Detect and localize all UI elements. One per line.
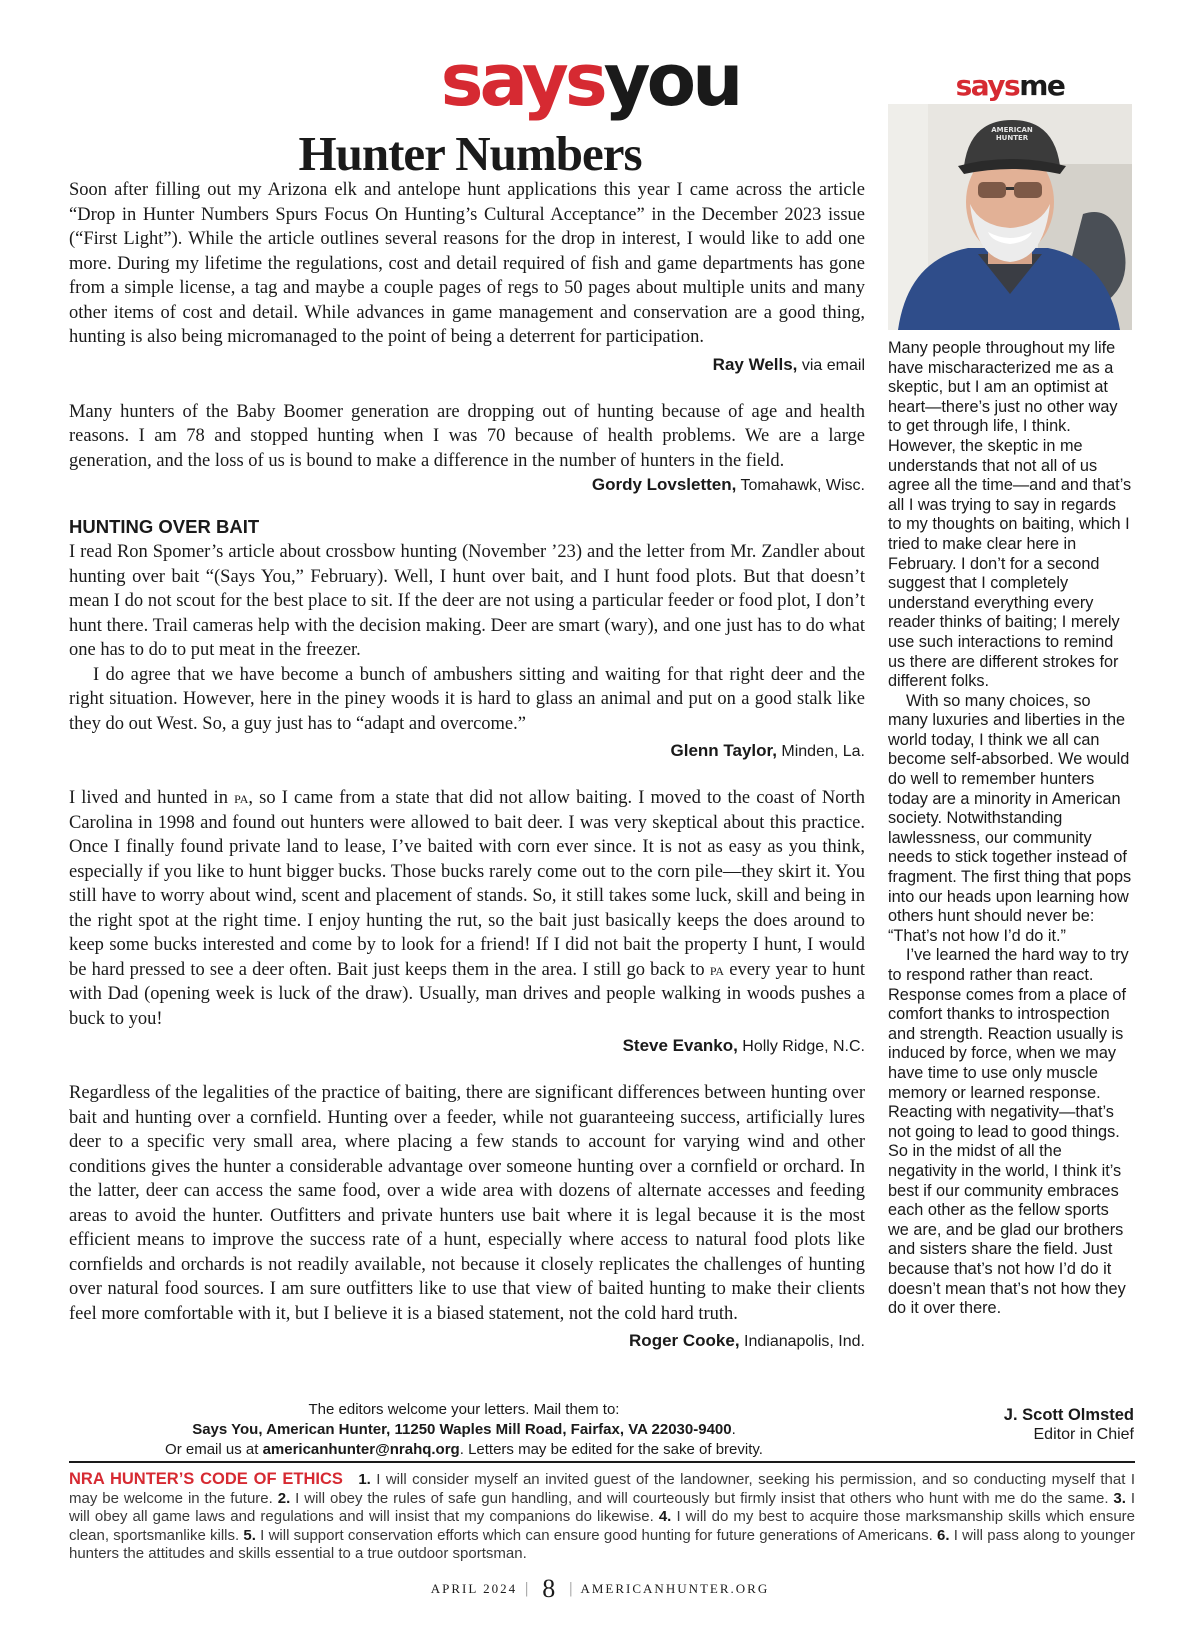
letter-text: I lived and hunted in pa, so I came from a state that did not allow baiting. I moved to the coast of North Carolina in 1998 and found out hunters were allowed to bait deer. I was very skeptical about this practice. Once I finally found private land to lease, I’ve baited with corn ever since. It is not as easy as you think, especially if you like to hunt bigger bucks. Those bucks rarely come out to the corn pile—they skirt it. You still have to worry about wind, scent and placement of stands. So, it still takes some luck, skill and being in the right spot at the right time. I enjoy hunting the rut, so the bait just basically keeps the does around to keep some bucks interested and come by to look for a friend! If I did not bait the property I hunt, I would be hard pressed to see a deer often. Bait just keeps them in the area. I still go back to pa every year to hunt with Dad (opening week is luck of the draw). Usually, man drives and people walking in woods pushes a buck to you! <box>69 788 865 1029</box>
author-location: Minden, La. <box>781 743 865 760</box>
section-heading: HUNTING OVER BAIT <box>69 516 260 537</box>
letter-text: Regardless of the legalities of the practice of baiting, there are significant differences between hunting over bait and hunting over a cornfield. Hunting over a feeder, while not guaranteeing success, artificially lures deer to a specific very small area, where placing a few stands to account for varying wind and other conditions gives the hunter a considerable advantage over someone hunting over a cornfield or orchard. In the latter, deer can access the same food, over a wide area with dozens of alternate accesses and feeding areas to avoid the hunter. Outfitters and private hunters use bait where it is legal because it is the most efficient means to improve the success rate of a hunt, especially where access to natural food plots like cornfields and orchards is not readily available, not because it closely replicates the challenges of hunting over natural food sources. I am sure outfitters like to use that view of baited hunting to make their clients feel more comfortable with it, but I believe it is a biased statement, not the cold hard truth. <box>69 1083 865 1324</box>
ethics-item: I will consider myself an invited guest of the landowner, seeking his permission, and so conducting myself that I may be welcome in the future. <box>69 1471 1135 1507</box>
divider <box>69 1461 1135 1463</box>
logo-says: says <box>440 38 604 122</box>
author-location: via email <box>801 356 865 374</box>
editor-paragraph: Many people throughout my life have mischaracterized me as a skeptic, but I am an optimist at heart—there’s just no other way to get through life, I think. However, the skeptic in me understands that not all of us agree all the time—and and that’s all I was trying to say in regards to my thoughts on baiting, which I tried to make clear here in February. I don’t for a second suggest that I completely understand everything every reader thinks of baiting; I merely use such interactions to remind us there are different strokes for different folks. <box>888 339 1132 691</box>
says-me-logo: saysme <box>955 69 1065 102</box>
editor-paragraph: With so many choices, so many luxuries and liberties in the world today, I think we all can become self-absorbed. We would do well to remember hunters today are a minority in American society. Notwithstanding lawlessness, our community needs to stick together instead of fragment. The first thing that pops into our heads upon learning how others hunt should never be: “That’s not how I’d do it.” <box>888 691 1132 945</box>
editor-name: J. Scott Olmsted <box>1003 1406 1134 1424</box>
author-name: Ray Wells, <box>712 354 798 374</box>
letter-text: I read Ron Spomer’s article about crossbow hunting (November ’23) and the letter from Mr. Zandler about hunting over bait “(Says You,” February). Well, I hunt over bait, and I hunt food plots. But that doesn’t mean I do not scout for the best place to sit. If the deer are not using a particular feeder or food plot, I don’t hunt there. Trail cameras help with the decision making. Deer are smart (wary), and one just has to do what one has to do to put meat in the freezer. <box>69 542 865 660</box>
letter-text: Soon after filling out my Arizona elk and antelope hunt applications this year I came across the article “Drop in Hunter Numbers Spurs Focus On Hunting’s Cultural Acceptance” in the December 2023 issue (“First Light”). While the article outlines several reasons for the drop in interest, I would like to add one more. During my lifetime the regulations, cost and detail required of fish and game departments has gone from a simple license, a tag and maybe a couple pages of regs to 50 pages about multiple units and many other items of cost and detail. While advances in game management and conservation are a good thing, hunting is also being micromanaged to the point of being a deterrent for participation. <box>69 180 865 347</box>
editor-paragraph: I’ve learned the hard way to try to respond rather than react. Response comes from a place of comfort thanks to introspection and strength. Reaction usually is induced by force, when we may have time to use only muscle memory or learned response. Reacting with negativity—that’s not going to lead to good things. So in the midst of all the negativity in the world, I think it’s best if our community embraces each other as the fellow sports we are, and be glad our brothers and sisters share the field. Just because that’s not how I’d do it doesn’t mean that’s not how they do it over there. <box>888 946 1129 1318</box>
ethics-item: I will pass along to younger hunters the attitudes and skills essential to a true outdoor sportsman. <box>69 1526 1136 1562</box>
letter-signature <box>69 1329 865 1354</box>
page-title: Hunter Numbers <box>298 126 642 181</box>
author-name: Roger Cooke, <box>629 1331 740 1350</box>
editor-signature <box>888 1405 1134 1445</box>
mailing-address: Says You, American Hunter, 11250 Waples Mill Road, Fairfax, VA 22030-9400 <box>192 1421 732 1438</box>
code-of-ethics: NRA HUNTER’S CODE OF ETHICS 1. I will consider myself an invited guest of the landowner, seeking his permission, and so conducting myself that I may be welcome in the future. 2. I will obey the rules of safe gun handling, and will courteously but firmly insist that others who hunt with me do the same. 3. I will obey all game laws and regulations and will insist that my companions do likewise. 4. I will do my best to acquire those marksmanship skills which ensure clean, sportsmanlike kills. 5. I will support conservation efforts which can ensure good hunting for future generations of Americans. 6. I will pass along to younger hunters the attitudes and skills essential to a true outdoor sportsman. <box>69 1470 1136 1562</box>
letters-column <box>69 178 865 1354</box>
letter-signature <box>69 353 865 378</box>
submission-note: The editors welcome your letters. Mail them to: Says You, American Hunter, 11250 Waples Mill Road, Fairfax, VA 22030-9400. Or email us at americanhunter@nrahq.org. Letters may be edited for the sake of brevity. <box>165 1401 763 1458</box>
website: AMERICANHUNTER.ORG <box>580 1581 770 1596</box>
page-footer: APRIL 2024 | 8 | AMERICANHUNTER.ORG <box>430 1574 770 1603</box>
letter-signature <box>69 739 865 764</box>
ethics-heading: NRA HUNTER’S CODE OF ETHICS <box>69 1470 343 1488</box>
editor-portrait-photo <box>888 104 1132 330</box>
editor-title: Editor in Chief <box>1033 1426 1134 1443</box>
ethics-item: I will obey the rules of safe gun handling, and will courteously but firmly insist that others who hunt with me do the same. <box>295 1489 1109 1507</box>
logo-you: you <box>603 38 740 122</box>
letter-text: Many hunters of the Baby Boomer generation are dropping out of hunting because of age and health reasons. I am 78 and stopped hunting when I was 70 because of health problems. We are a large generation, and the loss of us is bound to make a difference in the number of hunters in the field. <box>69 401 865 471</box>
author-location: Holly Ridge, N.C. <box>742 1038 865 1055</box>
cap-logo-text: AMERICAN HUNTER <box>991 126 1033 142</box>
author-name: Gordy Lovsletten, <box>591 475 737 494</box>
author-location: Indianapolis, Ind. <box>744 1333 865 1350</box>
letter-text: I do agree that we have become a bunch of ambushers sitting and waiting for that right deer and the right situation. However, here in the piney woods it is hard to glass an animal and put on a good stalk like they do out West. So, a guy just has to “adapt and overcome.” <box>69 664 865 734</box>
author-name: Glenn Taylor, <box>670 741 777 760</box>
ethics-item: I will support conservation efforts which can ensure good hunting for future generations of Americans. <box>260 1526 933 1544</box>
ethics-item: I will do my best to acquire those marksmanship skills which ensure clean, sportsmanlike kills. <box>69 1508 1136 1544</box>
page-number: 8 <box>542 1574 556 1603</box>
letter-signature <box>69 473 865 498</box>
author-name: Steve Evanko, <box>622 1036 738 1055</box>
letter-signature <box>69 1034 865 1059</box>
issue-date: APRIL 2024 <box>430 1581 518 1596</box>
author-location: Tomahawk, Wisc. <box>740 477 865 494</box>
says-you-logo <box>440 40 740 120</box>
email-address: americanhunter@nrahq.org <box>262 1441 460 1458</box>
ethics-item: I will obey all game laws and regulations and will insist that my companions do likewise. <box>69 1489 1136 1525</box>
editor-column <box>888 339 1134 1319</box>
